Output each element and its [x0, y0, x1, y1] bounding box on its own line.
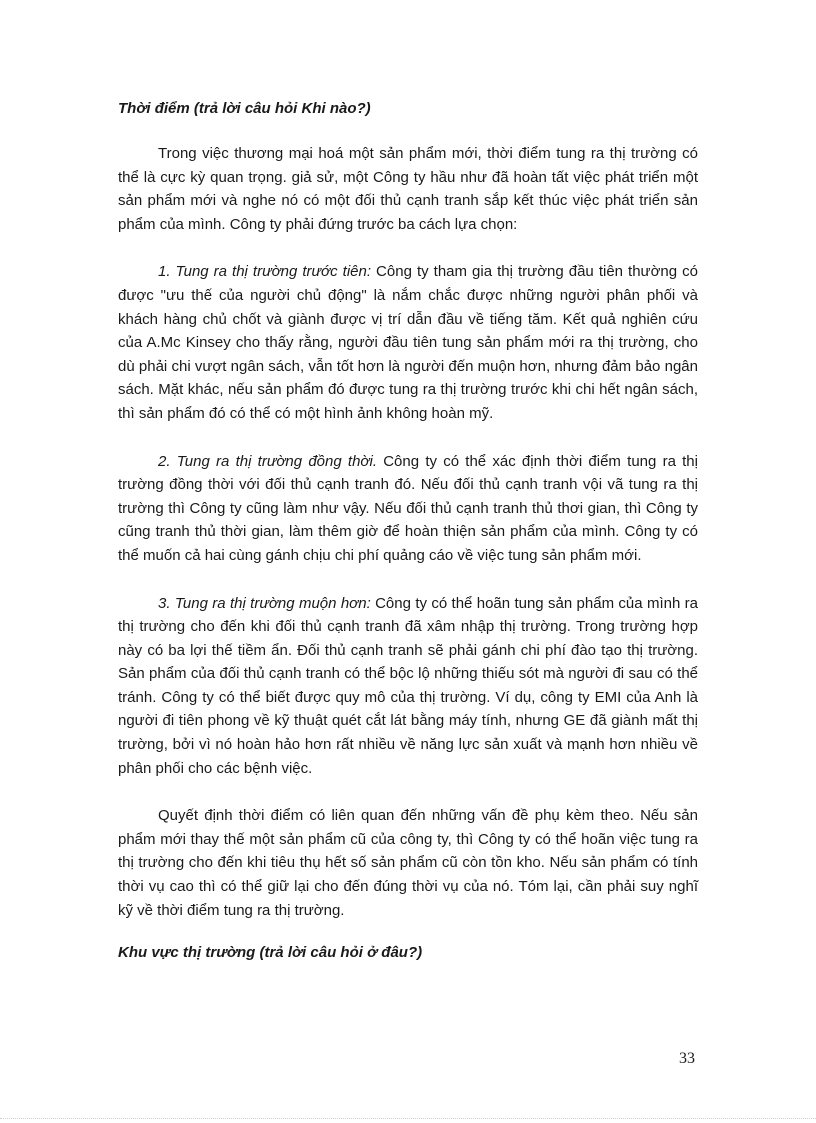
option-label-first: 1. Tung ra thị trường trước tiên:: [158, 263, 372, 281]
section-heading-where: Khu vực thị trường (trả lời câu hỏi ở đâu?): [118, 944, 423, 962]
page-number: 33: [679, 1050, 695, 1067]
option-paragraph-first: [118, 260, 698, 425]
option-text-later: Công ty có thể hoãn tung sản phẩm của mình ra thị trường cho đến khi đối thủ cạnh tranh đã xâm nhập thị trường. Trong trường hợp này có ba lợi thế tiềm ẩn. Đối thủ cạnh tranh sẽ phải gánh chi phí đào tạo thị trường. Sản phẩm của đối thủ cạnh tranh có thể bộc lộ những thiếu sót mà người đi sau có thể tránh. Công ty có thể biết được quy mô của thị trường. Ví dụ, công ty EMI của Anh là người đi tiên phong về kỹ thuật quét cắt lát bằng máy tính, nhưng GE đã giành mất thị trường, bởi vì nó hoàn hảo hơn rất nhiều về năng lực sản xuất và mạnh hơn nhiều về phân phối cho các bệnh việc.: [118, 594, 698, 777]
page-bottom-divider: [0, 1118, 816, 1119]
option-label-simultaneous: 2. Tung ra thị trường đồng thời.: [158, 452, 377, 470]
option-paragraph-later: [118, 592, 698, 781]
option-paragraph-simultaneous: [118, 450, 698, 568]
option-label-later: 3. Tung ra thị trường muộn hơn:: [158, 594, 371, 612]
option-text-first: Công ty tham gia thị trường đầu tiên thường có được "ưu thế của người chủ động" là nắm chắc được những người phân phối và khách hàng chủ chốt và giành được vị trí dẫn đầu về tiếng tăm. Kết quả nghiên cứu của A.Mc Kinsey cho thấy rằng, người đầu tiên tung sản phẩm mới ra thị trường, cho dù phải chi vượt ngân sách, vẫn tốt hơn là người đến muộn hơn, nhưng đảm bảo ngân sách. Mặt khác, nếu sản phẩm đó được tung ra thị trường trước khi chi hết ngân sách, thì sản phẩm đó có thể có một hình ảnh không hoàn mỹ.: [118, 263, 698, 422]
intro-paragraph: Trong việc thương mại hoá một sản phẩm mới, thời điểm tung ra thị trường có thể là cực kỳ quan trọng. giả sử, một Công ty hầu như đã hoàn tất việc phát triển một sản phẩm mới và nghe nó có một đối thủ cạnh tranh sắp kết thúc việc phát triển sản phẩm của mình. Công ty phải đứng trước ba cách lựa chọn:: [118, 145, 698, 233]
document-page: [118, 98, 698, 964]
section-heading-when: Thời điểm (trả lời câu hỏi Khi nào?): [118, 100, 371, 117]
conclusion-paragraph: Quyết định thời điểm có liên quan đến những vấn đề phụ kèm theo. Nếu sản phẩm mới thay thế một sản phẩm cũ của công ty, thì Công ty có thể hoãn việc tung ra thị trường cho đến khi tiêu thụ hết số sản phẩm cũ còn tồn kho. Nếu sản phẩm có tính thời vụ cao thì có thể giữ lại cho đến đúng thời vụ của nó. Tóm lại, cần phải suy nghĩ kỹ về thời điểm tung ra thị trường.: [118, 807, 698, 919]
option-text-simultaneous: Công ty có thể xác định thời điểm tung ra thị trường đồng thời với đối thủ cạnh tranh đó. Nếu đối thủ cạnh tranh vội vã tung ra thị trường thì Công ty cũng làm như vậy. Nếu đối thủ cạnh tranh thủ thơi gian, thì Công ty cũng tranh thủ thời gian, làm thêm giờ để hoàn thiện sản phẩm của mình. Công ty có thể muốn cả hai cùng gánh chịu chi phí quảng cáo về việc tung sản phẩm mới.: [118, 452, 698, 564]
